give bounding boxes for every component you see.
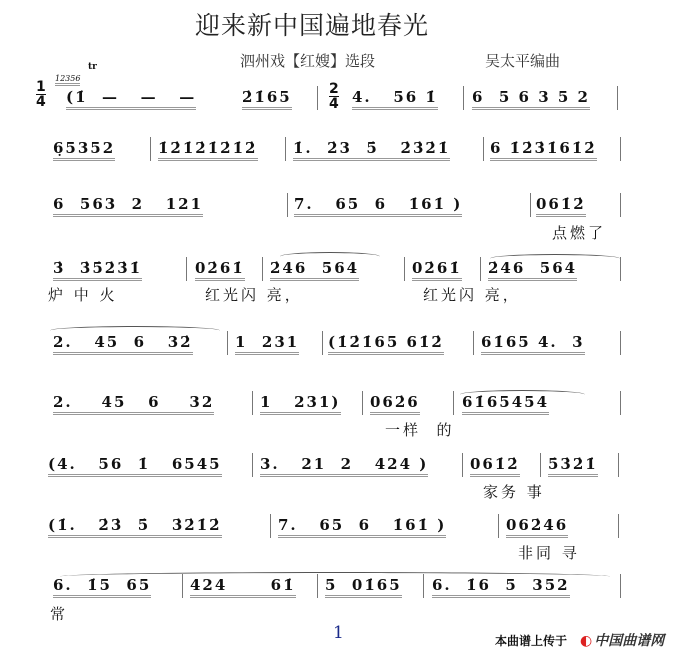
time-sig-bottom: 4 (329, 96, 339, 112)
bar-line (617, 86, 618, 110)
time-signature-1-4 (36, 80, 46, 109)
slur-mark (60, 572, 610, 581)
bar-line (480, 257, 481, 281)
time-sig-bottom: 4 (36, 94, 46, 110)
lyric: 炉 中 火 (48, 286, 118, 304)
bar-line (252, 391, 253, 415)
lyric: 点燃了 (552, 224, 607, 242)
measure: 1̇. 2̇3 5̇ 2̇3̇2̇1̇ (293, 139, 450, 161)
bar-line (317, 86, 318, 110)
measure: 2. 45 6 32̇ (53, 333, 193, 355)
slur-mark (280, 252, 380, 261)
measure: 6. 1̇5 65 (53, 576, 151, 598)
measure: (1̇. 2̇3̇ 5̇ 3̇2̇1̇2̇ (48, 516, 222, 538)
bar-line (620, 391, 621, 415)
slur-mark (460, 390, 585, 399)
slur-mark (490, 254, 620, 263)
lyric: 家务 事 (483, 483, 545, 501)
bar-line (186, 257, 187, 281)
bar-line (540, 453, 541, 477)
measure: (1̇ — — — (66, 88, 196, 110)
measure: 061̇2̇ (470, 455, 520, 477)
bar-line (473, 331, 474, 355)
logo-text: 中国曲谱网 (594, 633, 665, 649)
bar-line (150, 137, 151, 161)
bar-line (498, 514, 499, 538)
bar-line (362, 391, 363, 415)
measure: 061̇2̇ (536, 195, 586, 217)
time-sig-top: 1 (36, 79, 46, 95)
measure: 3̇ 3̇5̇2̇3̇1̇ (53, 259, 142, 281)
bar-line (404, 257, 405, 281)
slur-mark (50, 326, 220, 335)
measure: 2̇1̇65 (242, 88, 292, 110)
bar-line (227, 331, 228, 355)
bar-line (620, 331, 621, 355)
measure: (1̇2̇1̇65 61̇2̇ (328, 333, 444, 355)
bar-line (463, 86, 464, 110)
measure: 1 231 (235, 333, 299, 355)
measure: 61̇65 4. 3 (481, 333, 585, 355)
measure: 7. 65 6 1̇61̇ ) (278, 516, 446, 538)
measure: 7. 65 6 1̇61̇ ) (294, 195, 462, 217)
lyric: 常 (50, 605, 69, 623)
measure: 6̣5352 (53, 139, 115, 161)
bar-line (285, 137, 286, 161)
measure: 02̇61̇ (195, 259, 245, 281)
bar-line (252, 453, 253, 477)
composer: 吴太平编曲 (485, 52, 561, 70)
page-number: 1 (333, 623, 344, 643)
measure: 5 01̇65 (325, 576, 402, 598)
upload-note: 本曲谱上传于 (495, 634, 568, 648)
measure: 062̇46 (506, 516, 568, 538)
trill-mark: tr (88, 62, 97, 72)
grace-notes: 12356 (55, 74, 80, 86)
logo-icon: ◐ (580, 633, 593, 649)
measure: 6 1̇2̇3̇1̇61̇2̇ (490, 139, 597, 161)
bar-line (620, 574, 621, 598)
measure: 02̇61̇ (412, 259, 462, 281)
measure: 3. 21 2 424 ) (260, 455, 428, 477)
subtitle: 泗州戏【红嫂】选段 (240, 52, 376, 70)
measure: 2̇46 564 (488, 259, 577, 281)
time-signature-2-4 (329, 82, 339, 111)
measure: (4. 56 1̇ 6545 (48, 455, 222, 477)
measure: 1 231) (260, 393, 341, 415)
bar-line (620, 257, 621, 281)
measure: 4. 56 1̇ (352, 88, 438, 110)
bar-line (453, 391, 454, 415)
bar-line (270, 514, 271, 538)
lyric: 一样 的 (385, 421, 455, 439)
lyric: 红光闪 亮， (205, 286, 303, 304)
measure: 6. 1̇6 5 352 (432, 576, 570, 598)
measure: 61̇65454 (462, 393, 549, 415)
measure: 424 61̇ (190, 576, 296, 598)
bar-line (262, 257, 263, 281)
time-sig-top: 2 (329, 81, 339, 97)
bar-line (618, 453, 619, 477)
bar-line (483, 137, 484, 161)
bar-line (530, 193, 531, 217)
site-logo (580, 630, 664, 650)
measure: 2̇46 564 (270, 259, 359, 281)
bar-line (287, 193, 288, 217)
measure: 062̇6 (370, 393, 420, 415)
bar-line (462, 453, 463, 477)
lyric: 红光闪 亮， (423, 286, 521, 304)
bar-line (620, 193, 621, 217)
measure: 1̇2̇1̇2̇1̇2̇1̇2̇ (158, 139, 258, 161)
bar-line (618, 514, 619, 538)
measure: 5̇3̇2̇1̇ (548, 455, 598, 477)
measure: 2. 45 6 32 (53, 393, 214, 415)
bar-line (322, 331, 323, 355)
measure: 6 563 2 121 (53, 195, 203, 217)
measure: 6 5 6 3 5 2 (472, 88, 590, 110)
lyric: 非同 寻 (518, 544, 580, 562)
song-title: 迎来新中国遍地春光 (195, 11, 430, 40)
bar-line (620, 137, 621, 161)
